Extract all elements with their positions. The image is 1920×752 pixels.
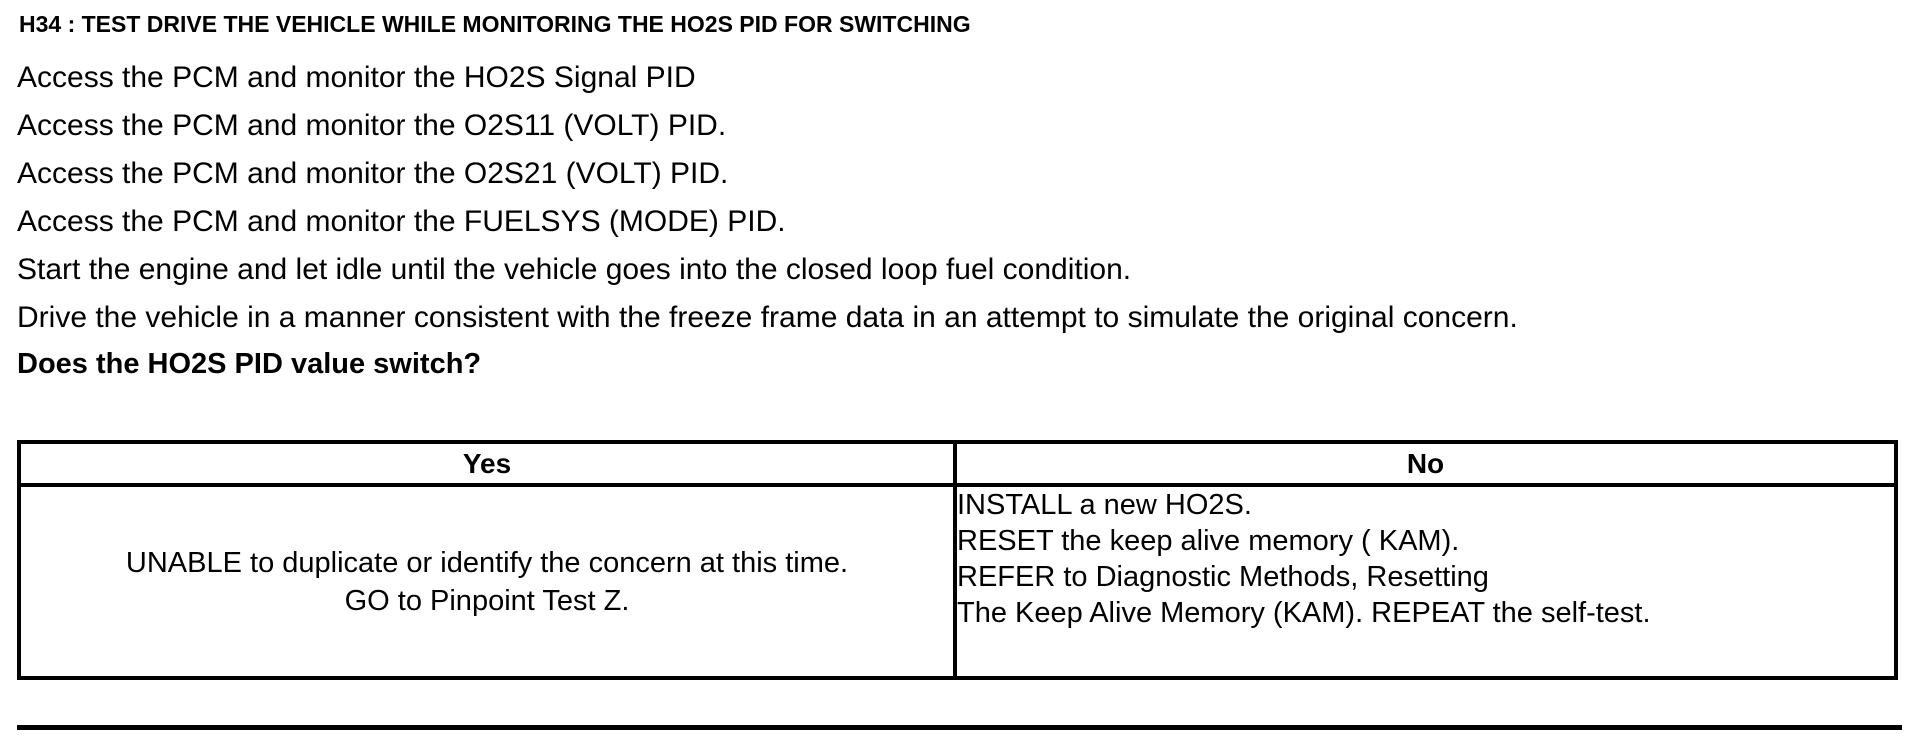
yes-column-header: Yes	[19, 442, 955, 485]
procedure-step: Access the PCM and monitor the FUELSYS (MODE) PID.	[17, 205, 786, 238]
yes-action-cell	[19, 485, 955, 678]
procedure-step: Access the PCM and monitor the O2S21 (VOLT) PID.	[17, 157, 729, 190]
yes-action-line: UNABLE to duplicate or identify the concern at this time.	[125, 546, 849, 579]
yes-action-line: GO to Pinpoint Test Z.	[344, 584, 630, 617]
result-row	[19, 485, 1896, 678]
test-step-heading: H34 : TEST DRIVE THE VEHICLE WHILE MONITORING THE HO2S PID FOR SWITCHING	[19, 11, 971, 37]
no-action-cell	[955, 485, 1896, 678]
section-divider	[17, 725, 1902, 730]
no-action-line: INSTALL a new HO2S.	[957, 489, 1252, 521]
no-action-line: RESET the keep alive memory ( KAM).	[957, 525, 1460, 557]
no-action-line: REFER to Diagnostic Methods, Resetting	[957, 561, 1489, 593]
procedure-steps	[17, 54, 1518, 342]
result-header-row	[19, 442, 1896, 485]
no-column-header: No	[955, 442, 1896, 485]
procedure-step: Access the PCM and monitor the O2S11 (VOLT) PID.	[17, 109, 727, 142]
procedure-step: Access the PCM and monitor the HO2S Signal PID	[17, 61, 696, 94]
test-question: Does the HO2S PID value switch?	[17, 348, 482, 380]
result-table	[17, 440, 1898, 680]
no-action-line: The Keep Alive Memory (KAM). REPEAT the self-test.	[957, 597, 1651, 629]
procedure-step: Start the engine and let idle until the vehicle goes into the closed loop fuel condition.	[17, 253, 1132, 286]
procedure-step: Drive the vehicle in a manner consistent with the freeze frame data in an attempt to simulate the original concern.	[17, 301, 1518, 334]
